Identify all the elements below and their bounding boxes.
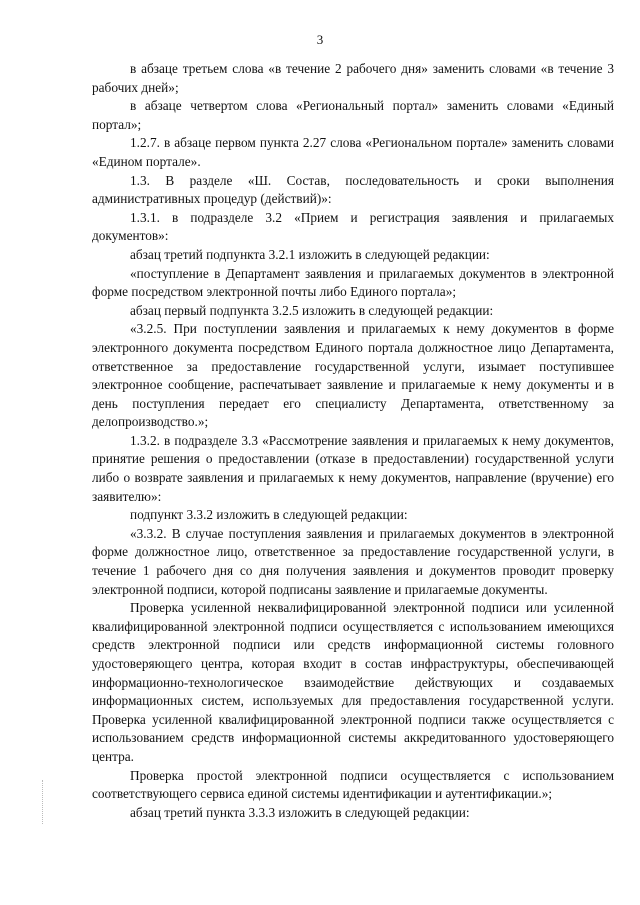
paragraph: 1.3.1. в подразделе 3.2 «Прием и регистрация заявления и прилагаемых документов»: — [92, 209, 614, 244]
paragraph: в абзаце четвертом слова «Региональный портал» заменить словами «Единый портал»; — [92, 98, 614, 132]
paragraph: Проверка простой электронной подписи осуществляется с использованием соответствующего сервиса единой системы идентификации и аутентификации.»; — [92, 767, 614, 802]
margin-mark — [42, 780, 44, 824]
page-number: 3 — [316, 32, 324, 47]
paragraph: 1.2.7. в абзаце первом пункта 2.27 слова «Региональном портале» заменить словами «Едином портале». — [92, 135, 614, 169]
document-body — [92, 60, 614, 822]
paragraph: 1.3. В разделе «Ш. Состав, последовательность и сроки выполнения административных процедур (действий)»: — [92, 172, 614, 207]
paragraph: абзац третий пункта 3.3.3 изложить в следующей редакции: — [130, 804, 470, 820]
paragraph: «3.2.5. При поступлении заявления и прилагаемых к нему документов в форме электронного документа посредством Единого портала должностное лицо Департамента, ответственное за предоставление государственной услуги, изымает поступившее электронное сообщение, распечатывает заявление и прилагаемые к нему документы и в день поступления передает его специалисту Департамента, ответственному за делопроизводство.»; — [92, 321, 614, 430]
paragraph: абзац третий подпункта 3.2.1 изложить в следующей редакции: — [130, 246, 490, 262]
paragraph: «3.3.2. В случае поступления заявления и прилагаемых документов в электронной форме должностное лицо, ответственное за предоставление государственной услуги, в течение 1 рабочего дня со дня получения заявления и документов проводит проверку электронной подписи, которой подписаны заявление и прилагаемые документы. — [92, 525, 614, 597]
paragraph: Проверка усиленной неквалифицированной электронной подписи или усиленной квалифицированной электронной подписи осуществляется с использованием имеющихся средств электронной подписи или средств информационной системы головного удостоверяющего центра, которая входит в состав инфраструктуры, обеспечивающей информационно-технологическое взаимодействие действующих и создаваемых информационных систем, используемых для предоставления государственной услуги. Проверка усиленной квалифицированной электронной подписи также осуществляется с использованием средств информационной системы аккредитованного удостоверяющего центра. — [92, 600, 614, 764]
paragraph: 1.3.2. в подразделе 3.3 «Рассмотрение заявления и прилагаемых к нему документов, принятие решения о предоставлении (отказе в предоставлении) государственной услуги либо о возврате заявления и прилагаемых к нему документов, направление (вручение) его заявителю»: — [92, 432, 614, 504]
paragraph: абзац первый подпункта 3.2.5 изложить в следующей редакции: — [130, 302, 494, 318]
paragraph: подпункт 3.3.2 изложить в следующей редакции: — [130, 507, 408, 523]
paragraph: в абзаце третьем слова «в течение 2 рабочего дня» заменить словами «в течение 3 рабочих дней»; — [92, 61, 614, 95]
paragraph: «поступление в Департамент заявления и прилагаемых документов в электронной форме посредством электронной почты либо Единого портала»; — [92, 265, 614, 300]
